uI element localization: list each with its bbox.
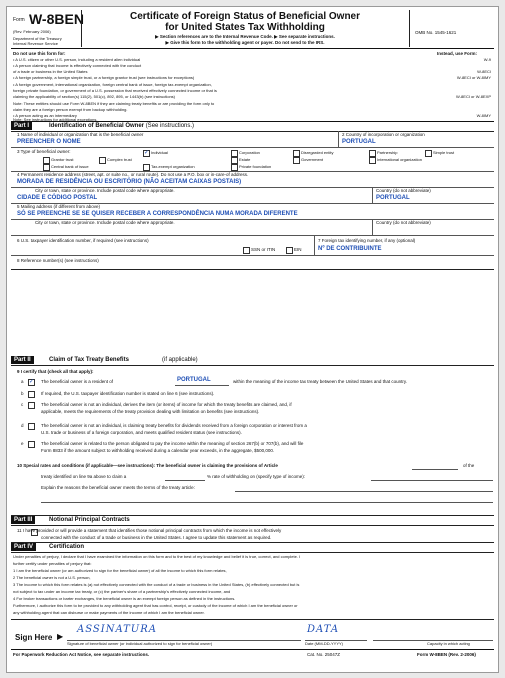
owner-type-checkbox[interactable] [43,164,50,171]
article-line [412,469,458,470]
owner-type-label: Grantor trust [51,157,74,162]
do-not-use-item: • A person claiming that income is effectively connected with the conduct [13,63,142,68]
city-postal-field[interactable]: CIDADE E CÓDIGO POSTAL [17,195,98,201]
treaty-item-letter: b [21,391,24,396]
owner-type-checkbox[interactable] [425,150,432,157]
mailing-address-field[interactable]: SÓ SE PREENCHE SE SE QUISER RECEBER A CORRESPONDÊNCIA NUMA MORADA DIFERENTE [17,211,298,217]
treaty-item-checkbox[interactable] [28,441,35,448]
do-not-use-form: W-8IMY [476,113,491,118]
beneficial-owner-name-field[interactable]: PREENCHER O NOME [17,139,81,145]
owner-type-checkbox[interactable]: ✓ [144,150,150,156]
country-of-incorporation-field[interactable]: PORTUGAL [342,139,376,145]
section-rule [11,121,494,122]
certification-line: 4 For broker transactions or barter exchanges, the beneficial owner is an exempt foreign person as defined in the instructions. [13,596,236,601]
owner-type-label: Estate [239,157,251,162]
owner-type-label: Disregarded entity [301,150,334,155]
ein-label: EIN [294,247,302,252]
treaty-resident-checkbox[interactable]: ✓ [29,379,35,385]
certification-line: not subject to tax under an income tax treaty, or (c) the partner's share of a partnership's effectively connected income, and [13,589,231,594]
owner-type-checkbox[interactable] [43,157,50,164]
city-divider [372,187,373,203]
owner-type-label: Complex trust [107,157,132,162]
footer-paperwork-notice: For Paperwork Reduction Act Notice, see separate instructions. [13,652,150,657]
city-label: City or town, state or province. Include postal code where appropriate. [35,188,175,193]
line8-label: 8 Reference number(s) (see instructions) [17,258,99,263]
part1-bottom-rule [11,269,494,270]
header-divider-left [81,10,82,47]
w8ben-form-page [6,6,499,673]
part3-rule [11,525,494,526]
owner-type-checkbox[interactable] [369,157,376,164]
owner-type-checkbox[interactable] [293,150,300,157]
certification-line: any withholding agent that can disburse or make payments of the income of which I am the beneficial owner. [13,610,205,615]
rate-line [165,480,205,481]
owner-type-checkbox[interactable] [369,150,376,157]
do-not-use-item: Note: These entities should use Form W-8BEN if they are claiming treaty benefits or are providing the form only to [13,101,215,106]
sign-here-label: Sign Here [15,633,53,642]
do-not-use-item: • A U.S. citizen or other U.S. person, including a resident alien individual [13,57,141,62]
treaty-item-text: The beneficial owner is not an individual, is claiming treaty benefits for dividends received from a foreign corporation or interest from a [41,423,307,428]
part4-top-rule [11,542,494,543]
form-title-line1: Certificate of Foreign Status of Beneficial Owner [129,11,361,22]
explain-line1 [235,491,493,492]
certification-line: 3 The income to which this form relates is (a) not effectively connected with the conduct of a trade or business in the United States, (b) effectively connected but is [13,582,300,587]
part4-title: Certification [49,544,85,550]
department-line1: Department of the Treasury [13,36,62,41]
part3-title: Notional Principal Contracts [49,517,130,523]
part2-title-note: (if applicable) [162,357,198,363]
sign-arrow-icon: ▶ [57,632,64,641]
do-not-use-item: foreign private foundation, or government of a U.S. possession that received effectively connected income or that is [13,88,217,93]
header-rule [11,48,494,49]
part2-rule [11,365,494,366]
line10-text: 10 Special rates and conditions (if applicable—see instructions): The beneficial owner is claiming the provisions of Article [17,463,278,468]
treaty-item-checkbox[interactable] [28,423,35,430]
line1-label: 1 Name of individual or organization that is the beneficial owner [17,132,144,137]
income-type-line [371,480,493,481]
certification-line: Furthermore, I authorize this form to be provided to any withholding agent that has control, receipt, or custody of the income of which I am the beneficial owner or [13,603,298,608]
certification-line: Under penalties of perjury, I declare that I have examined the information on this form and to the best of my knowledge and belief it is true, correct, and complete. I [13,554,301,559]
do-not-use-item: • A foreign partnership, a foreign simple trust, or a foreign grantor trust (see instructions for exceptions) [13,75,195,80]
sign-top-rule [11,619,494,620]
capacity-caption[interactable]: Capacity in which acting [427,641,470,646]
line10-end: of the [463,463,475,468]
certification-line: 2 The beneficial owner is not a U.S. person, [13,575,91,580]
explain-line2 [41,502,493,503]
line9-label: 9 I certify that (check all that apply): [17,369,94,374]
line7-label: 7 Foreign tax identifying number, if any (optional) [318,238,416,243]
country-field[interactable]: PORTUGAL [376,195,410,201]
signature-date-field[interactable]: DATA [307,624,340,635]
part4-rule [11,552,494,553]
line10-text2: treaty identified on line 9a above to claim a [41,474,127,479]
form-label: Form [13,17,25,23]
do-not-use-form: W-8ECI or W-8IMY [456,75,491,80]
line2-label: 2 Country of incorporation or organization [342,132,425,137]
do-not-use-heading: Do not use this form for: [13,51,66,56]
treaty-item-a-end: within the meaning of the income tax treaty between the United States and that country. [233,379,408,384]
omb-number: OMB No. 1545-1621 [415,30,457,35]
permanent-address-field[interactable]: MORADA DE RESIDÊNCIA OU ESCRITÓRIO (NÃO ACEITAM CAIXAS POSTAIS) [17,179,242,185]
form-subtitle-line1: ▶ Section references are to the Internal Revenue Code. ▶ See separate instructions. [155,34,335,39]
part3-top-rule [11,515,494,516]
owner-type-label: Government [301,157,324,162]
do-not-use-item: • A person acting as an intermediary [13,113,77,118]
owner-type-label: Private foundation [239,164,272,169]
country-label: Country (do not abbreviate) [376,188,431,193]
city2-divider [372,219,373,235]
line11-text2: connected with the conduct of a trade or business in the United States. I agree to update this statement as required. [41,535,272,540]
header-divider-right [409,10,410,47]
certification-line: 1 I am the beneficial owner (or am authorized to sign for the beneficial owner) of all the income to which this form relates, [13,568,227,573]
do-not-use-form: W-8ECI [477,69,491,74]
ssn-itin-label: SSN or ITIN [251,247,276,252]
part1-title: Identification of Beneficial Owner (See instructions.) [49,123,195,129]
foreign-tax-id-field[interactable]: Nº DE CONTRIBUINTE [318,246,382,252]
owner-type-checkbox[interactable] [231,164,238,171]
form-subtitle-line2: ▶ Give this form to the withholding agent or payer. Do not send to the IRS. [165,40,325,45]
owner-type-label: International organization [377,157,422,162]
owner-type-label: Corporation [239,150,260,155]
line5-label: 5 Mailing address (if different from above) [17,204,100,209]
owner-type-checkbox[interactable] [293,157,300,164]
treaty-country-line [175,385,229,386]
treaty-country-field[interactable]: PORTUGAL [177,377,211,383]
form-revision: (Rev. February 2006) [13,29,51,34]
department-line2: Internal Revenue Service [13,41,58,46]
line10-explain: Explain the reasons the beneficial owner meets the terms of the treaty article: [41,485,195,490]
footer-form-id: Form W-8BEN (Rev. 2-2006) [417,652,476,657]
treaty-item-text: The beneficial owner is related to the person obligated to pay the income within the meaning of section 267(b) or 707(b), and will file [41,441,304,446]
owner-type-label: Tax-exempt organization [151,164,195,169]
line4-label: 4 Permanent residence address (street, apt. or suite no., or rural route). Do not use a P.O. box or in-care-of address. [17,172,249,177]
do-not-use-item: Note: See instructions for additional exceptions. [13,117,98,122]
line3-label: 3 Type of beneficial owner: [17,149,71,154]
signature-field[interactable]: ASSINATURA [77,624,157,635]
line11-text1: 11 I have provided or will provide a statement that identifies those notional principal contracts from which the income is not effectively [17,528,282,533]
ein-checkbox[interactable] [286,247,293,254]
treaty-item-letter: a [21,379,24,384]
form-title-line2: for United States Tax Withholding [165,22,325,33]
ssn-itin-checkbox[interactable] [243,247,250,254]
part4-label: Part IV [11,543,36,551]
treaty-item-letter: d [21,423,24,428]
city2-rule [11,235,494,236]
instead-use-heading: Instead, use Form: [437,51,478,56]
footer-cat-number: Cat. No. 25047Z [307,652,341,657]
treaty-item-checkbox[interactable] [28,391,35,398]
do-not-use-item: claim they are a foreign person exempt from backup withholding. [13,107,128,112]
owner-type-label: Central bank of issue [51,164,89,169]
line6-divider [314,235,315,255]
part2-title: Claim of Tax Treaty Benefits [49,357,129,363]
owner-type-label: Partnership [377,150,398,155]
owner-type-label: Individual [151,150,168,155]
owner-type-checkbox[interactable] [99,157,106,164]
treaty-item-text-cont: Form 8833 if the amount subject to withholding received during a calendar year exceeds, in the aggregate, $500,000. [41,448,275,453]
treaty-item-text: If required, the U.S. taxpayer identification number is stated on line 6 (see instructions). [41,391,215,396]
do-not-use-form: W-9 [483,57,491,62]
line6-label: 6 U.S. taxpayer identification number, if required (see instructions) [17,238,149,243]
treaty-item-text-cont: applicable, meets the requirements of the treaty provision dealing with limitation on benefits (see instructions). [41,409,260,414]
country2-label: Country (do not abbreviate) [376,220,431,225]
part2-label: Part II [11,356,34,364]
treaty-item-text-cont: U.S. trade or business of a foreign corporation, and meets qualified resident status (see instructions). [41,430,242,435]
part1-label: Part I [11,122,32,130]
treaty-item-checkbox[interactable] [28,402,35,409]
date-caption: Date (MM-DD-YYYY) [305,641,344,646]
owner-type-checkbox[interactable] [231,150,238,157]
part3-label: Part III [11,516,35,524]
do-not-use-item: claiming the applicability of section(s) 115(2), 501(c), 892, 895, or 1443(b) (see instructions) [13,94,176,99]
treaty-item-letter: c [21,402,24,407]
certification-line: further certify under penalties of perjury that: [13,561,92,566]
city2-label: City or town, state or province. Include postal code where appropriate. [35,220,175,225]
line1-divider [338,131,339,147]
owner-type-checkbox[interactable] [143,164,150,171]
owner-type-checkbox[interactable] [231,157,238,164]
line2-rule [11,147,494,148]
line10-text3: % rate of withholding on (specify type of income): [207,474,306,479]
line6-rule [11,255,494,256]
form-number: W-8BEN [29,11,84,27]
owner-type-label: Simple trust [433,150,455,155]
treaty-item-letter: e [21,441,24,446]
treaty-item-text: The beneficial owner is not an individual, derives the item (or items) of income for which the treaty benefits are claimed, and, if [41,402,292,407]
signature-caption: Signature of beneficial owner (or individual authorized to sign for beneficial owner) [67,641,213,646]
do-not-use-item: • A foreign government, international organization, foreign central bank of issue, foreign tax-exempt organization, [13,82,212,87]
treaty-item-text: The beneficial owner is a resident of [41,379,114,384]
do-not-use-form: W-8ECI or W-8EXP [456,94,491,99]
footer-rule [11,649,494,650]
do-not-use-item: of a trade or business in the United States [13,69,88,74]
